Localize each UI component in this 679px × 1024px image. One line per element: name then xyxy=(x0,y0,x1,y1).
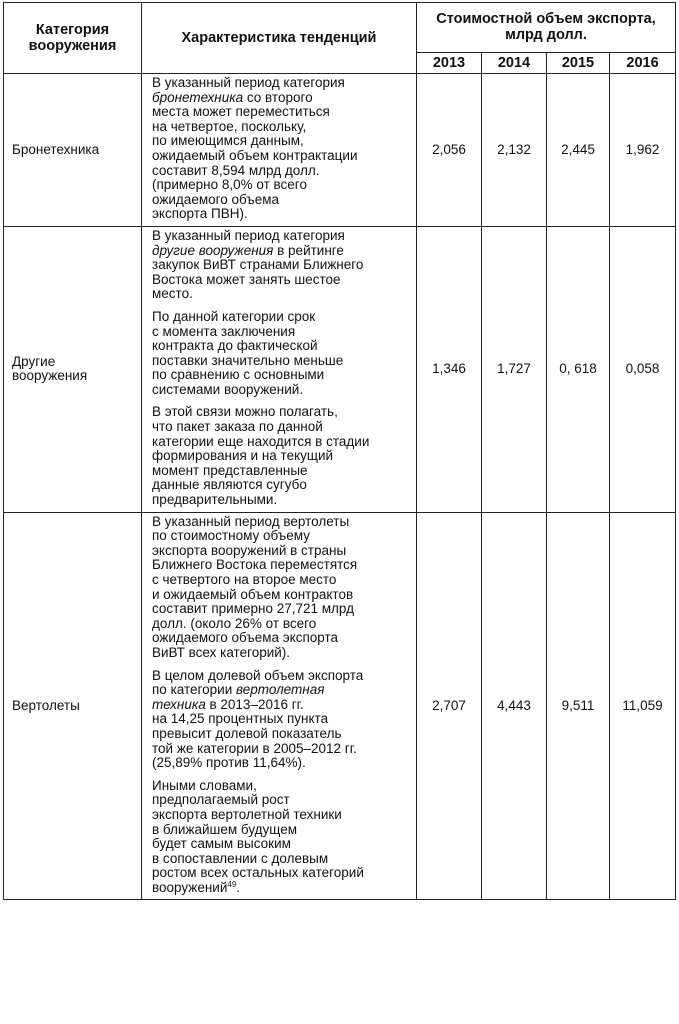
category-line: вооружения xyxy=(12,368,88,384)
text-line: (25,89% против 11,64%). xyxy=(152,755,306,771)
table-row xyxy=(4,226,676,512)
value-2016: 1,962 xyxy=(610,74,676,227)
text-line: Иными словами, xyxy=(152,777,257,793)
table-row xyxy=(4,74,676,227)
characteristic-paragraph xyxy=(152,229,412,302)
characteristic-paragraph xyxy=(152,405,412,507)
category-cell xyxy=(4,226,142,512)
value-2014: 1,727 xyxy=(482,226,547,512)
characteristic-paragraph xyxy=(152,779,412,896)
text-line: категории еще находится в стадии xyxy=(152,433,370,449)
characteristic-paragraph xyxy=(152,669,412,771)
text-line: места может переместиться xyxy=(152,104,330,120)
text-line: на 14,25 процентных пункта xyxy=(152,711,329,727)
characteristic-paragraph xyxy=(152,310,412,398)
value-2015: 0, 618 xyxy=(547,226,610,512)
text-line: долл. (около 26% от всего xyxy=(152,615,317,631)
text-line: место. xyxy=(152,286,193,302)
text-line: ростом всех остальных категорий xyxy=(152,865,364,881)
text-line: по стоимостному объему xyxy=(152,528,310,544)
value-2014: 4,443 xyxy=(482,512,547,900)
text-line: с четвертого на второе место xyxy=(152,572,337,587)
text-line: и ожидаемый объем контрактов xyxy=(152,586,354,602)
emphasis-text: вертолетная xyxy=(236,682,325,698)
text-line: Ближнего Востока переместятся xyxy=(152,557,358,573)
emphasis-text: техника xyxy=(152,696,206,712)
characteristic-paragraph xyxy=(152,515,412,661)
text-run: вооружений xyxy=(152,879,228,895)
value-2015: 9,511 xyxy=(547,512,610,900)
text-line: ожидаемого объема xyxy=(152,191,280,207)
category-line: Вертолеты xyxy=(12,697,80,713)
header-export-value: Стоимостной объем экспорта, млрд долл. xyxy=(417,3,676,53)
text-line: ожидаемого объема экспорта xyxy=(152,630,339,646)
export-table xyxy=(3,2,676,900)
text-line: В указанный период категория xyxy=(152,75,345,90)
header-characteristic: Характеристика тенденций xyxy=(142,3,417,74)
characteristic-cell xyxy=(142,226,417,512)
footnote-ref: 49 xyxy=(227,879,237,889)
year-2015: 2015 xyxy=(547,52,610,73)
text-line: что пакет заказа по данной xyxy=(152,419,323,435)
emphasis-text: бронетехника xyxy=(152,89,244,105)
text-line: ВиВТ всех категорий). xyxy=(152,644,291,660)
characteristic-cell xyxy=(142,512,417,900)
text-run: в 2013–2016 гг. xyxy=(205,696,304,712)
header-row xyxy=(4,3,676,53)
text-line xyxy=(152,881,412,896)
text-run: со второго xyxy=(243,89,313,105)
text-run: по категории xyxy=(152,682,236,698)
category-cell xyxy=(4,512,142,900)
characteristic-cell xyxy=(142,74,417,227)
value-2014: 2,132 xyxy=(482,74,547,227)
text-line: предполагаемый рост xyxy=(152,792,290,808)
text-line xyxy=(152,698,412,713)
text-line: Востока может занять шестое xyxy=(152,271,341,287)
text-line: в сопоставлении с долевым xyxy=(152,850,329,866)
text-line xyxy=(152,683,412,698)
year-2016: 2016 xyxy=(610,52,676,73)
value-2016: 11,059 xyxy=(610,512,676,900)
value-2016: 0,058 xyxy=(610,226,676,512)
year-2014: 2014 xyxy=(482,52,547,73)
value-2013: 2,056 xyxy=(417,74,482,227)
text-line: составит 8,594 млрд долл. xyxy=(152,162,320,178)
table-row xyxy=(4,512,676,900)
text-line xyxy=(152,244,412,259)
text-line xyxy=(152,91,412,106)
text-line: контракта до фактической xyxy=(152,338,318,354)
value-2015: 2,445 xyxy=(547,74,610,227)
text-run: . xyxy=(236,879,241,895)
text-line: экспорта ПВН). xyxy=(152,206,248,222)
text-line: предварительными. xyxy=(152,492,278,508)
text-line: с момента заключения xyxy=(152,323,296,339)
text-line: ожидаемый объем контрактации xyxy=(152,147,358,163)
text-line: той же категории в 2005–2012 гг. xyxy=(152,740,357,756)
text-line: будет самым высоким xyxy=(152,836,291,852)
text-line: По данной категории срок xyxy=(152,308,316,324)
category-line: Другие xyxy=(12,353,56,369)
text-line: (примерно 8,0% от всего xyxy=(152,177,307,193)
text-line: В указанный период категория xyxy=(152,227,345,243)
text-line: составит примерно 27,721 млрд xyxy=(152,601,354,617)
text-line: закупок ВиВТ странами Ближнего xyxy=(152,257,364,273)
text-line: по имеющимся данным, xyxy=(152,133,304,149)
text-run: в рейтинге xyxy=(273,242,344,258)
emphasis-text: другие вооружения xyxy=(152,242,274,258)
text-line: формирования и на текущий xyxy=(152,448,334,464)
header-category: Категория вооружения xyxy=(4,3,142,74)
text-line: В указанный период вертолеты xyxy=(152,513,350,529)
text-line: превысит долевой показатель xyxy=(152,725,342,741)
text-line: по сравнению с основными xyxy=(152,367,325,383)
text-line: момент представленные xyxy=(152,462,308,478)
text-line: в ближайшем будущем xyxy=(152,821,298,837)
text-line: экспорта вертолетной техники xyxy=(152,806,342,822)
text-line: системами вооружений. xyxy=(152,381,304,397)
characteristic-paragraph xyxy=(152,76,412,222)
text-line: на четвертое, поскольку, xyxy=(152,118,307,134)
value-2013: 1,346 xyxy=(417,226,482,512)
text-line: В этой связи можно полагать, xyxy=(152,404,338,420)
text-line: поставки значительно меньше xyxy=(152,352,344,368)
year-2013: 2013 xyxy=(417,52,482,73)
value-2013: 2,707 xyxy=(417,512,482,900)
category-cell xyxy=(4,74,142,227)
text-line: В целом долевой объем экспорта xyxy=(152,667,364,683)
text-line: экспорта вооружений в страны xyxy=(152,542,347,558)
category-line: Бронетехника xyxy=(12,141,100,157)
text-line: данные являются сугубо xyxy=(152,477,307,493)
